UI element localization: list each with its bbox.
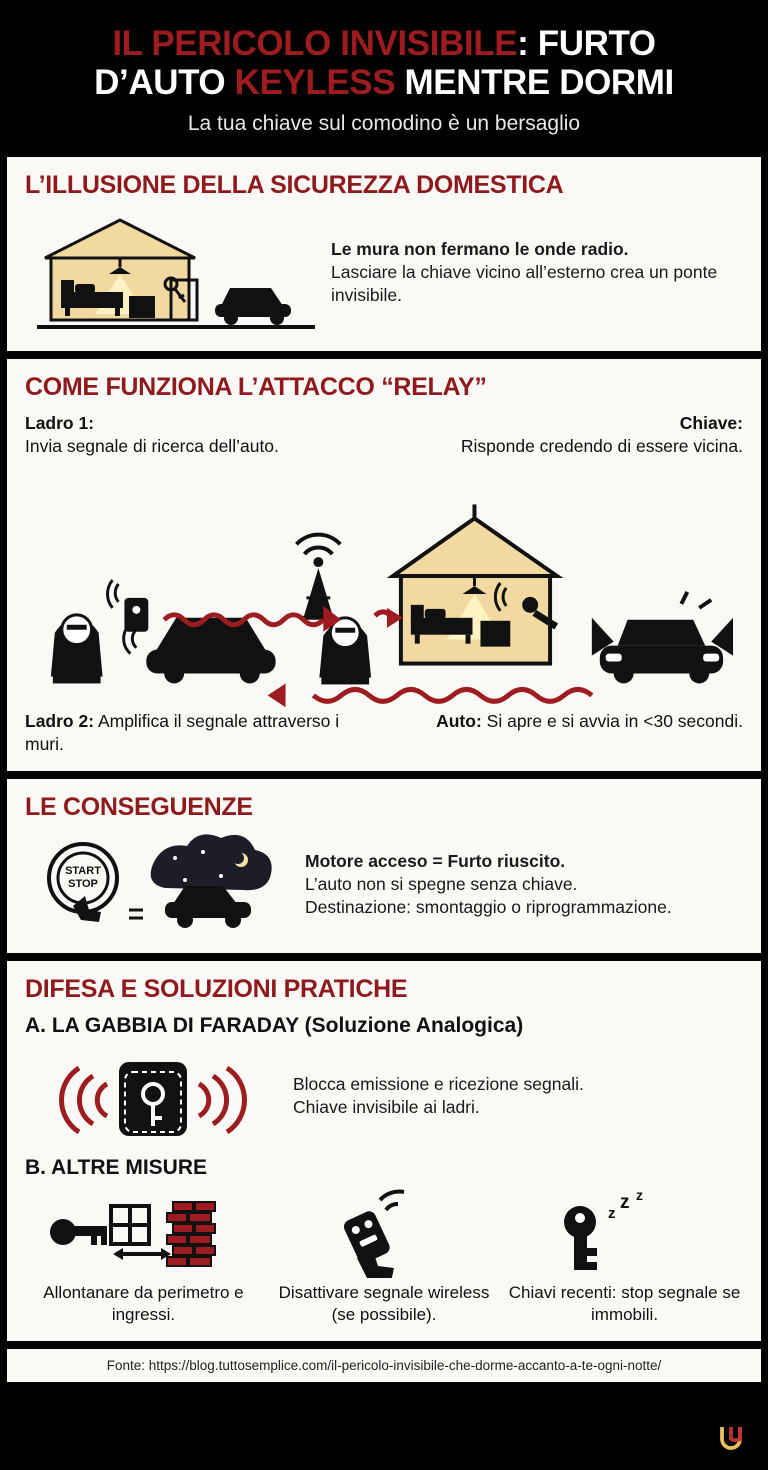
section4-sub-b: B. ALTRE MISURE bbox=[25, 1156, 207, 1180]
section-conseguenze bbox=[6, 778, 762, 954]
label-thief2-title: Ladro 2: bbox=[25, 710, 95, 731]
signal-arrow-back bbox=[268, 683, 592, 707]
faraday-text bbox=[293, 1073, 584, 1119]
title-line2-c: MENTRE DORMI bbox=[395, 63, 674, 103]
label-thief2-body: Amplifica il segnale attraverso i muri. bbox=[25, 710, 340, 754]
source-note[interactable]: Fonte: https://blog.tuttosemplice.com/il-pericolo-invisibile-che-dorme-accanto-a-te-ogni-notte/ bbox=[6, 1348, 762, 1383]
section4-sub-a: A. LA GABBIA DI FARADAY (Soluzione Analogica) bbox=[25, 1014, 524, 1038]
measure-item bbox=[266, 1188, 503, 1325]
section1-text bbox=[325, 238, 743, 307]
label-key-body: Risponde credendo di essere vicina. bbox=[460, 436, 743, 457]
label-car-body: Si apre e si avvia in <30 secondi. bbox=[481, 710, 743, 731]
label-thief1-body: Invia segnale di ricerca dell’auto. bbox=[25, 436, 279, 457]
key-sleep-mode-icon bbox=[506, 1188, 706, 1278]
section-relay bbox=[6, 358, 762, 772]
faraday-pouch-illustration bbox=[25, 1046, 275, 1146]
section-illusione bbox=[6, 156, 762, 352]
faraday-line1: Blocca emissione e ricezione segnali. bbox=[293, 1074, 584, 1095]
relay-device-icon bbox=[108, 580, 149, 632]
relay-attack-illustration bbox=[25, 458, 743, 708]
label-thief1 bbox=[25, 412, 279, 458]
consequences-illustration bbox=[25, 832, 295, 937]
section3-heading: LE CONSEGUENZE bbox=[25, 793, 253, 822]
measure-caption: Chiavi recenti: stop segnale se immobili. bbox=[508, 1283, 741, 1324]
label-key bbox=[461, 412, 743, 458]
measures-list bbox=[25, 1188, 743, 1325]
section3-bold: Motore acceso = Furto riuscito. bbox=[305, 851, 566, 872]
section3-line3: Destinazione: smontaggio o riprogrammazione. bbox=[305, 897, 672, 918]
measure-item bbox=[506, 1188, 743, 1325]
footer bbox=[0, 1383, 768, 1469]
night-sky-icon bbox=[151, 835, 272, 891]
radio-tower-icon bbox=[296, 535, 340, 618]
title-line2-a: D’AUTO bbox=[94, 63, 235, 103]
measure-item bbox=[25, 1188, 262, 1325]
key-wall-distance-icon bbox=[25, 1188, 225, 1278]
house-with-car-illustration bbox=[25, 210, 325, 335]
zzz-medium: z bbox=[620, 1192, 630, 1214]
title-highlight-1: IL PERICOLO INVISIBILE bbox=[112, 24, 518, 63]
page-subtitle: La tua chiave sul comodino è un bersaglio bbox=[187, 112, 581, 136]
label-car-title: Auto: bbox=[436, 710, 482, 731]
key-wireless-off-icon bbox=[266, 1188, 466, 1278]
section4-heading: DIFESA E SOLUZIONI PRATICHE bbox=[25, 975, 408, 1004]
measure-caption: Disattivare segnale wireless (se possibile). bbox=[278, 1283, 490, 1324]
house-icon bbox=[393, 504, 558, 663]
car-icon-right bbox=[592, 592, 733, 683]
section2-heading: COME FUNZIONA L’ATTACCO “RELAY” bbox=[25, 373, 487, 402]
car-icon-night bbox=[165, 886, 251, 928]
section1-bold: Le mura non fermano le onde radio. bbox=[331, 239, 629, 260]
faraday-line2: Chiave invisibile ai ladri. bbox=[293, 1097, 480, 1118]
title-part-2: : FURTO bbox=[517, 24, 656, 63]
label-thief1-title: Ladro 1: bbox=[25, 413, 95, 434]
section-difesa bbox=[6, 960, 762, 1342]
section1-heading: L’ILLUSIONE DELLA SICUREZZA DOMESTICA bbox=[25, 171, 564, 200]
start-stop-button-icon bbox=[49, 844, 117, 922]
label-thief2 bbox=[25, 710, 355, 756]
zzz-small: z bbox=[608, 1205, 616, 1223]
title-highlight-2: KEYLESS bbox=[234, 63, 396, 103]
start-label: START bbox=[65, 865, 101, 878]
signal-arrow-house bbox=[375, 608, 403, 628]
measure-caption: Allontanare da perimetro e ingressi. bbox=[43, 1283, 244, 1324]
label-key-title: Chiave: bbox=[679, 413, 743, 434]
brand-logo-icon bbox=[716, 1421, 746, 1451]
page-title bbox=[18, 24, 750, 102]
zzz-large: z bbox=[636, 1188, 644, 1204]
header bbox=[0, 0, 768, 150]
section3-text bbox=[305, 850, 743, 919]
thief1-icon bbox=[51, 615, 103, 684]
label-car bbox=[436, 710, 743, 733]
section1-body: Lasciare la chiave vicino all’esterno crea un ponte invisibile. bbox=[331, 262, 718, 306]
stop-label: STOP bbox=[68, 878, 98, 891]
section3-line2: L’auto non si spegne senza chiave. bbox=[305, 874, 578, 895]
